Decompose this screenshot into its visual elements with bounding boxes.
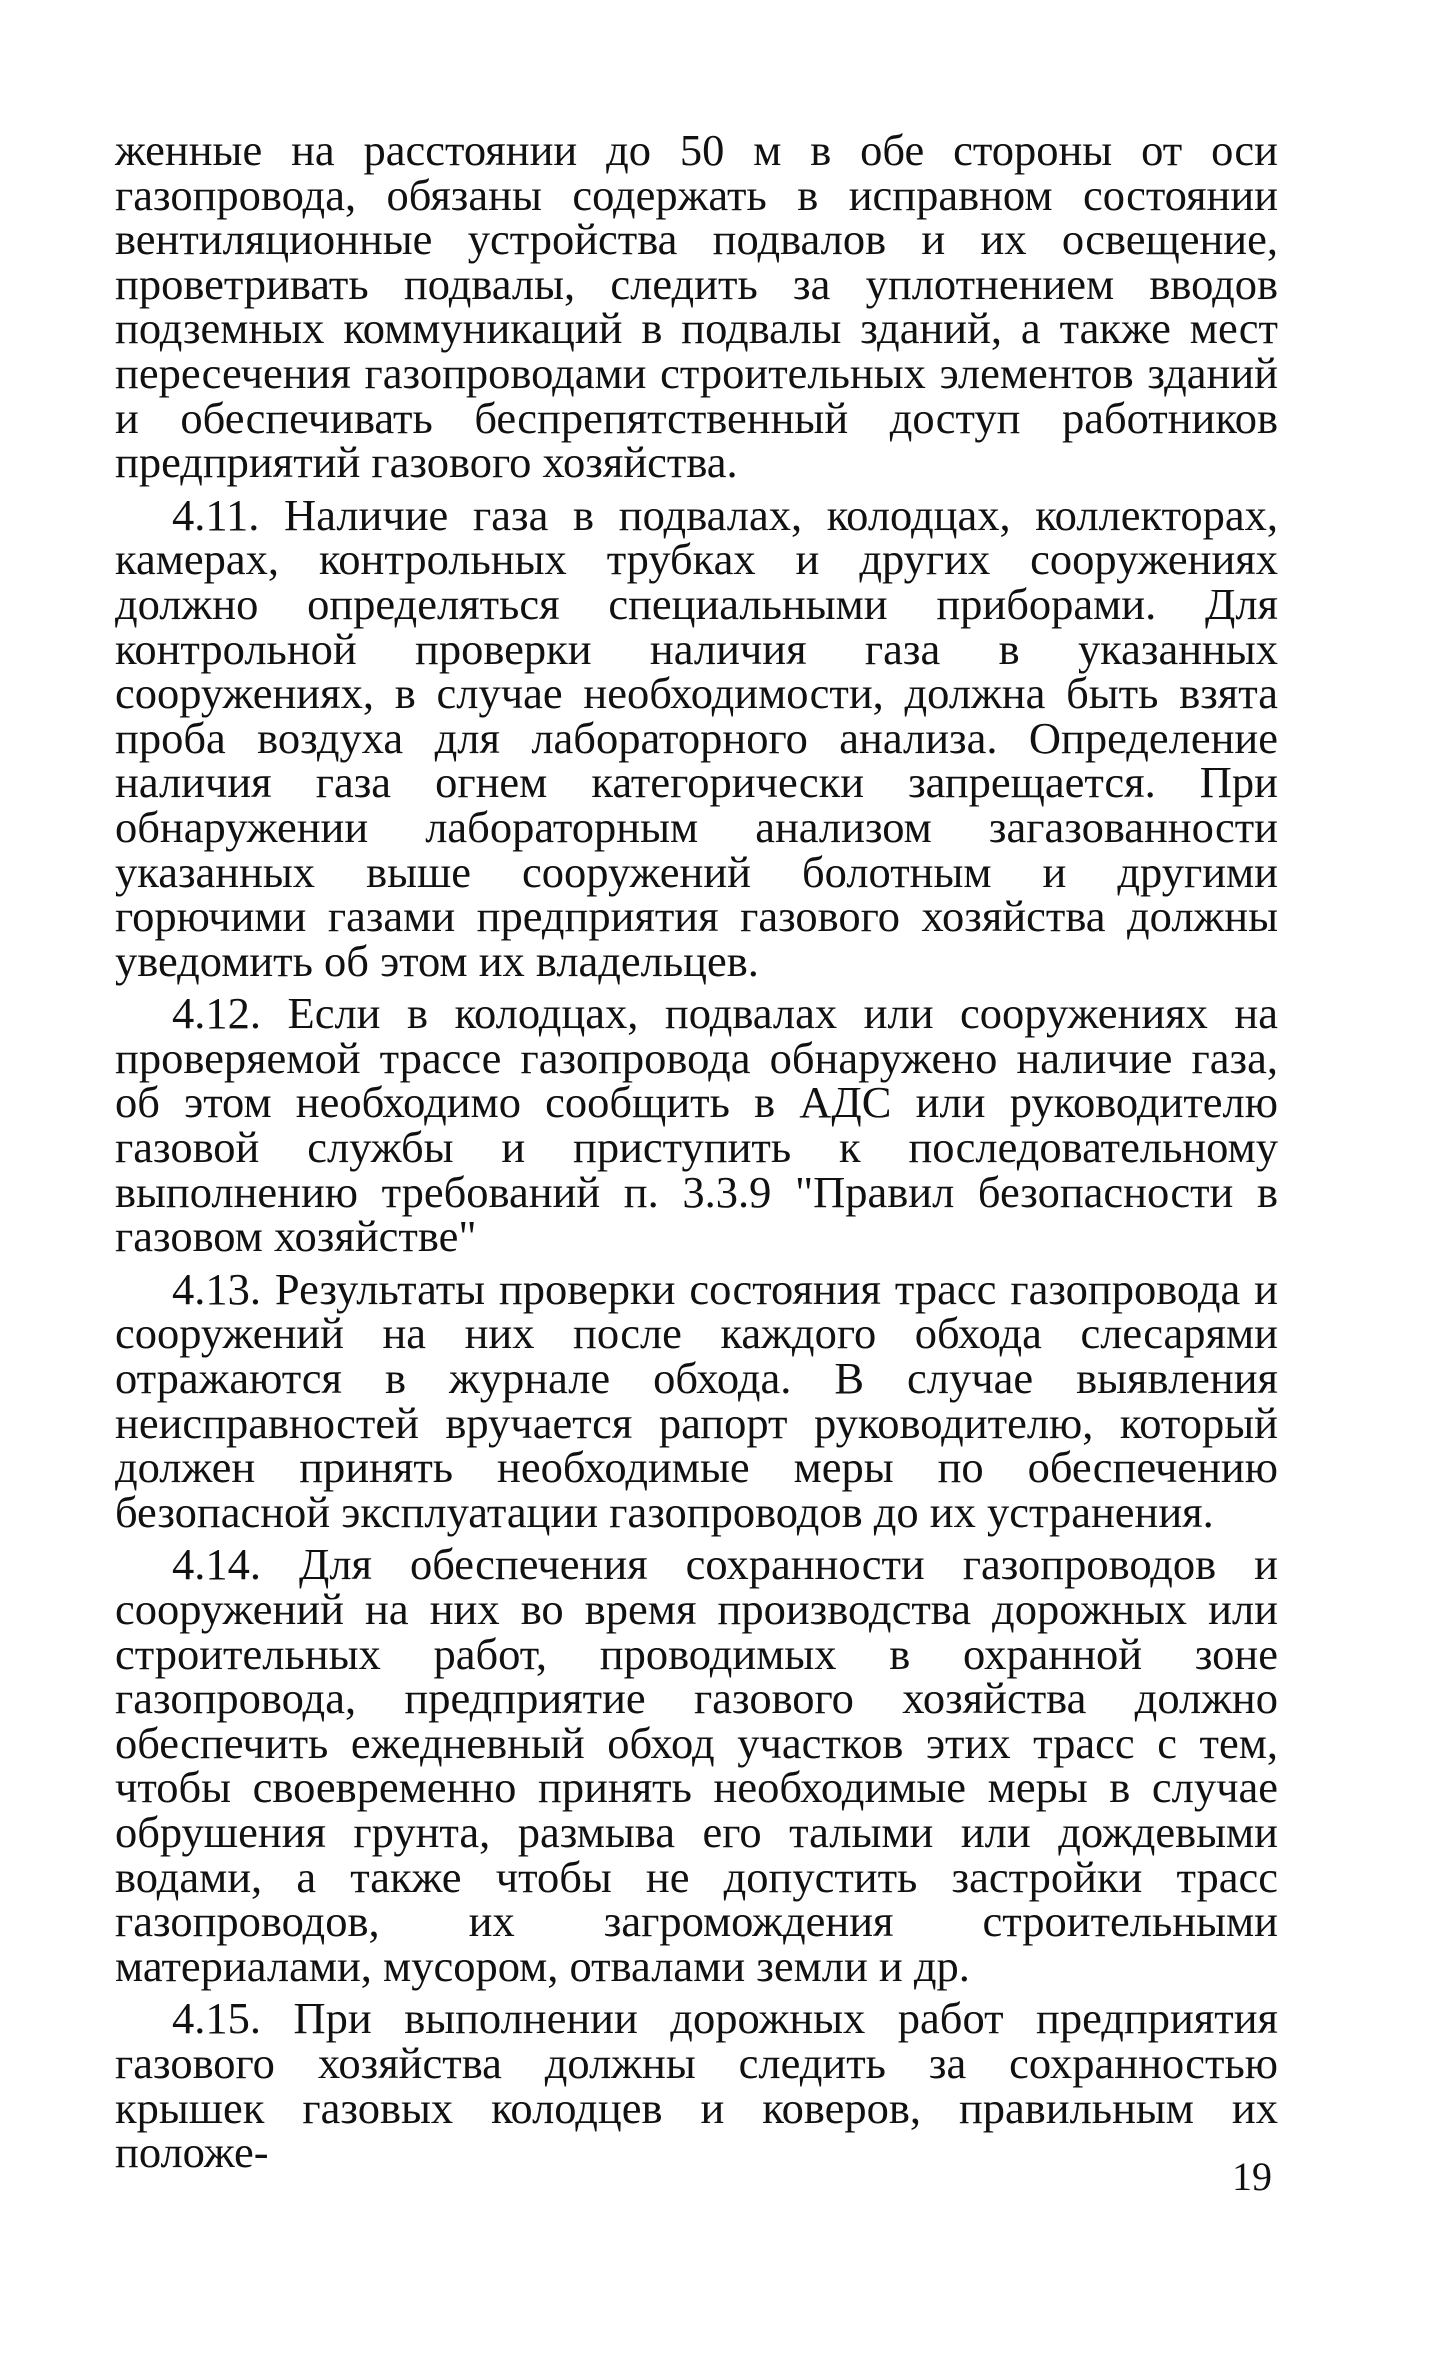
page-number: 19 xyxy=(1232,2154,1272,2199)
paragraph-4-13: 4.13. Результаты проверки состояния трасс газопровода и сооружений на них после каждого обхода слесарями отражаются в журнале обхода. В случае выявления неисправностей вручается рапорт руководителю, который должен принять необходимые меры по обеспечению безопасной эксплуатации газопроводов до их устранения. xyxy=(115,1263,1278,1537)
paragraph-4-12: 4.12. Если в колодцах, подвалах или сооружениях на проверяемой трассе газопровода обнаружено наличие газа, об этом необходимо сообщить в АДС или руководителю газовой службы и приступить к последовательному выполнению требований п. 3.3.9 "Правил безопасности в газовом хозяйстве" xyxy=(115,988,1278,1262)
paragraph-4-15: 4.15. При выполнении дорожных работ предприятия газового хозяйства должны следить за сохранностью крышек газовых колодцев и коверов, правильным их положе- xyxy=(115,1993,1278,2178)
paragraph-4-11: 4.11. Наличие газа в подвалах, колодцах, коллекторах, камерах, контрольных трубках и других сооружениях должно определяться специальными приборами. Для контрольной проверки наличия газа в указанных сооружениях, в случае необходимости, должна быть взята проба воздуха для лабораторного анализа. Определение наличия газа огнем категорически запрещается. При обнаружении лабораторным анализом загазованности указанных выше сооружений болотным и другими горючими газами предприятия газового хозяйства должны уведомить об этом их владельцев. xyxy=(115,489,1278,986)
paragraph-4-14: 4.14. Для обеспечения сохранности газопроводов и сооружений на них во время производства дорожных или строительных работ, проводимых в охранной зоне газопровода, предприятие газового хозяйства должно обеспечить ежедневный обход участков этих трасс с тем, чтобы своевременно принять необходимые меры в случае обрушения грунта, размыва его талыми или дождевыми водами, а также чтобы не допустить застройки трасс газопроводов, их загромождения строительными материалами, мусором, отвалами земли и др. xyxy=(115,1539,1278,1991)
paragraph-continuation: женные на расстоянии до 50 м в обе стороны от оси газопровода, обязаны содержать в исправном состоянии вентиляционные устройства подвалов и их освещение, проветривать подвалы, следить за уплотнением вводов подземных коммуникаций в подвалы зданий, а также мест пересечения газопроводами строительных элементов зданий и обеспечивать беспрепятственный доступ работников предприятий газового хозяйства. xyxy=(115,125,1278,488)
